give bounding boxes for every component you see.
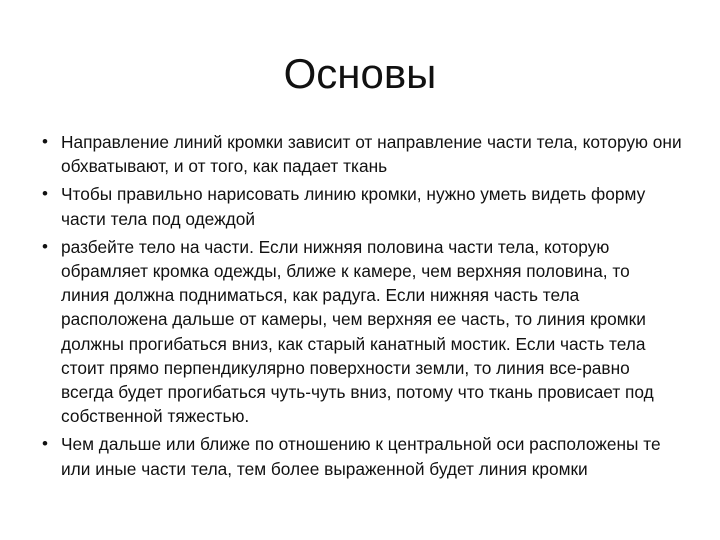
bullet-text: разбейте тело на части. Если нижняя половина части тела, которую обрамляет кромка одежды, ближе к камере, чем верхняя половина, то линия должна подниматься, как радуга. Если нижняя часть тела расположена дальше от камеры, чем верхняя ее часть, то линия кромки должны прогибаться вниз, как старый канатный мостик. Если часть тела стоит прямо перпендикулярно поверхности земли, то линия все-равно всегда будет прогибаться чуть-чуть вниз, потому что ткань провисает под собственной тяжестью. — [61, 236, 654, 427]
bullet-item — [42, 235, 682, 429]
slide-title: Основы — [283, 50, 437, 97]
bullet-item — [42, 432, 682, 480]
bullet-list — [42, 130, 682, 485]
bullet-dot-icon: • — [42, 434, 48, 454]
bullet-text: Чем дальше или ближе по отношению к центральной оси расположены те или иные части тела, тем более выраженной будет линия кромки — [61, 434, 661, 479]
bullet-dot-icon: • — [42, 184, 48, 204]
bullet-text: Направление линий кромки зависит от направление части тела, которую они обхватывают, и от того, как падает ткань — [61, 132, 682, 177]
bullet-text: Чтобы правильно нарисовать линию кромки, нужно уметь видеть форму части тела под одеждой — [61, 184, 646, 229]
bullet-dot-icon: • — [42, 132, 48, 151]
bullet-item — [42, 182, 682, 230]
bullet-dot-icon: • — [42, 236, 48, 256]
bullet-item — [42, 130, 682, 178]
